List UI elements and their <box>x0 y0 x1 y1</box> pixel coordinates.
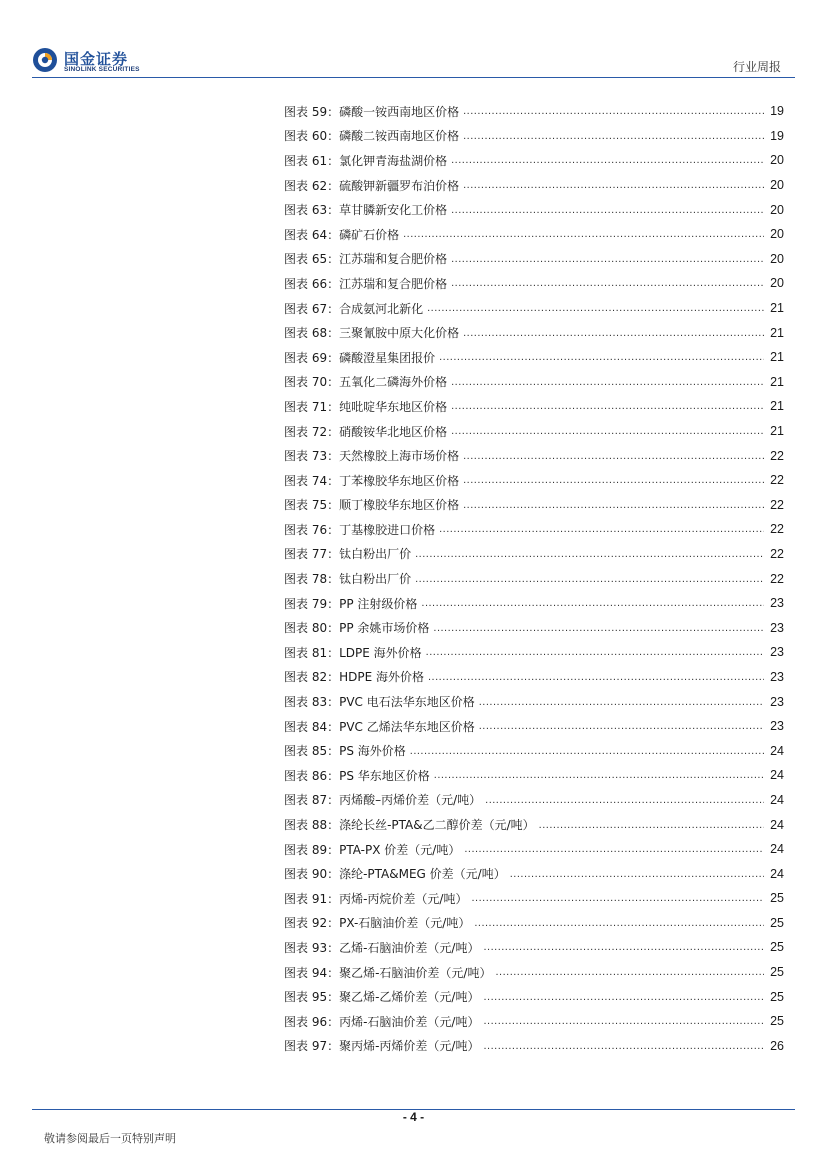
toc-leader-dots <box>421 597 764 609</box>
toc-entry-page: 21 <box>770 350 784 365</box>
toc-entry-page: 20 <box>770 153 784 168</box>
toc-entry-label: 图表 82： <box>284 670 340 685</box>
toc-entry[interactable] <box>284 222 784 247</box>
toc-entry-title: 草甘膦新安化工价格 <box>339 203 448 218</box>
toc-leader-dots <box>434 769 764 781</box>
toc-entry[interactable] <box>284 419 784 444</box>
toc-leader-dots <box>463 179 764 191</box>
toc-leader-dots <box>451 376 764 388</box>
toc-entry-title: 钛白粉出厂价 <box>339 572 412 587</box>
toc-entry-label: 图表 78： <box>284 572 340 587</box>
toc-entry[interactable] <box>284 665 784 690</box>
toc-entry[interactable] <box>284 197 784 222</box>
toc-entry-page: 25 <box>770 1014 784 1029</box>
toc-entry-label: 图表 74： <box>284 473 340 488</box>
toc-entry-title: PTA-PX 价差（元/吨） <box>339 842 461 857</box>
toc-entry[interactable] <box>284 615 784 640</box>
toc-entry-page: 24 <box>770 842 784 857</box>
toc-entry-label: 图表 65： <box>284 252 340 267</box>
toc-entry-label: 图表 67： <box>284 301 340 316</box>
toc-entry-label: 图表 69： <box>284 350 340 365</box>
toc-entry-label: 图表 88： <box>284 818 340 833</box>
toc-entry[interactable] <box>284 148 784 173</box>
toc-entry[interactable] <box>284 345 784 370</box>
toc-entry-page: 24 <box>770 792 784 807</box>
toc-entry[interactable] <box>284 837 784 862</box>
toc-entry-page: 19 <box>770 104 784 119</box>
toc-entry[interactable] <box>284 911 784 936</box>
toc-entry-label: 图表 85： <box>284 744 340 759</box>
toc-entry-page: 22 <box>770 546 784 561</box>
toc-entry[interactable] <box>284 394 784 419</box>
toc-entry-title: 磷酸澄星集团报价 <box>339 350 436 365</box>
toc-entry-title: 丙烯酸–丙烯价差（元/吨） <box>339 793 482 808</box>
toc-leader-dots <box>463 105 764 117</box>
toc-entry-label: 图表 70： <box>284 375 340 390</box>
toc-entry[interactable] <box>284 173 784 198</box>
toc-entry-page: 23 <box>770 694 784 709</box>
toc-entry-label: 图表 94： <box>284 965 340 980</box>
toc-entry-title: 磷矿石价格 <box>339 227 400 242</box>
toc-entry-page: 24 <box>770 768 784 783</box>
toc-entry-title: 磷酸二铵西南地区价格 <box>339 129 460 144</box>
toc-entry[interactable] <box>284 271 784 296</box>
toc-entry-label: 图表 64： <box>284 227 340 242</box>
logo-mark-icon <box>32 47 58 73</box>
toc-entry-label: 图表 63： <box>284 203 340 218</box>
toc-entry-title: 三聚氰胺中原大化价格 <box>339 326 460 341</box>
toc-leader-dots <box>451 204 764 216</box>
toc-entry-title: 顺丁橡胶华东地区价格 <box>339 498 460 513</box>
toc-leader-dots <box>433 622 764 634</box>
toc-entry-page: 22 <box>770 522 784 537</box>
toc-leader-dots <box>463 474 764 486</box>
toc-entry-page: 23 <box>770 669 784 684</box>
toc-leader-dots <box>403 228 764 240</box>
toc-leader-dots <box>451 253 764 265</box>
toc-entry[interactable] <box>284 960 784 985</box>
toc-entry-title: PS 海外价格 <box>339 744 406 759</box>
toc-entry-label: 图表 80： <box>284 621 340 636</box>
toc-leader-dots <box>483 991 764 1003</box>
toc-entry[interactable] <box>284 320 784 345</box>
toc-entry[interactable] <box>284 517 784 542</box>
toc-entry-title: 涤纶-PTA&MEG 价差（元/吨） <box>339 867 506 882</box>
toc-entry-page: 25 <box>770 965 784 980</box>
toc-leader-dots <box>463 499 764 511</box>
toc-entry-title: 天然橡胶上海市场价格 <box>339 449 460 464</box>
toc-entry-label: 图表 66： <box>284 276 340 291</box>
toc-entry-label: 图表 60： <box>284 129 340 144</box>
toc-leader-dots <box>439 351 764 363</box>
toc-entry-label: 图表 96： <box>284 1014 340 1029</box>
report-type: 行业周报 <box>732 60 781 74</box>
toc-entry-page: 20 <box>770 202 784 217</box>
toc-entry[interactable] <box>284 714 784 739</box>
toc-entry[interactable] <box>284 689 784 714</box>
toc-entry-label: 图表 59： <box>284 104 340 119</box>
toc-entry[interactable] <box>284 370 784 395</box>
toc-leader-dots <box>495 966 764 978</box>
toc-entry-page: 24 <box>770 866 784 881</box>
toc-entry[interactable] <box>284 788 784 813</box>
toc-entry-label: 图表 71： <box>284 399 340 414</box>
toc-leader-dots <box>415 573 764 585</box>
footer-disclaimer: 敬请参阅最后一页特别声明 <box>44 1132 176 1145</box>
toc-entry-title: HDPE 海外价格 <box>339 670 424 685</box>
toc-entry[interactable] <box>284 1009 784 1034</box>
company-logo <box>32 47 162 77</box>
toc-entry-title: PVC 电石法华东地区价格 <box>339 695 475 710</box>
toc-entry-page: 26 <box>770 1038 784 1053</box>
toc-entry-label: 图表 95： <box>284 990 340 1005</box>
toc-entry-title: 钛白粉出厂价 <box>339 547 412 562</box>
toc-leader-dots <box>428 671 764 683</box>
toc-entry-page: 23 <box>770 719 784 734</box>
toc-entry[interactable] <box>284 542 784 567</box>
toc-leader-dots <box>539 819 764 831</box>
toc-entry-title: 丁基橡胶进口价格 <box>339 522 436 537</box>
toc-entry-page: 24 <box>770 743 784 758</box>
toc-entry-title: LDPE 海外价格 <box>339 645 422 660</box>
toc-leader-dots <box>510 868 764 880</box>
toc-entry-title: PVC 乙烯法华东地区价格 <box>339 719 475 734</box>
toc-leader-dots <box>463 450 764 462</box>
toc-entry-title: 聚丙烯-丙烯价差（元/吨） <box>339 1039 480 1054</box>
toc-entry-label: 图表 97： <box>284 1039 340 1054</box>
toc-entry-label: 图表 77： <box>284 547 340 562</box>
toc-entry-title: 聚乙烯-石脑油价差（元/吨） <box>339 965 492 980</box>
toc-entry-title: 合成氨河北新化 <box>339 301 424 316</box>
toc-entry[interactable] <box>284 124 784 149</box>
toc-entry-title: 硫酸钾新疆罗布泊价格 <box>339 178 460 193</box>
toc-entry-page: 22 <box>770 473 784 488</box>
toc-leader-dots <box>426 646 764 658</box>
toc-entry-title: 氯化钾青海盐湖价格 <box>339 153 448 168</box>
toc-entry-page: 21 <box>770 301 784 316</box>
toc-entry-page: 20 <box>770 251 784 266</box>
toc-entry-label: 图表 62： <box>284 178 340 193</box>
header-divider <box>32 77 795 78</box>
toc-entry-page: 22 <box>770 571 784 586</box>
toc-entry-label: 图表 61： <box>284 153 340 168</box>
toc-entry-page: 20 <box>770 276 784 291</box>
toc-entry-page: 21 <box>770 325 784 340</box>
toc-entry-title: 五氧化二磷海外价格 <box>339 375 448 390</box>
toc-entry[interactable] <box>284 886 784 911</box>
toc-entry-page: 20 <box>770 227 784 242</box>
toc-leader-dots <box>415 548 764 560</box>
toc-leader-dots <box>451 277 764 289</box>
toc-entry[interactable] <box>284 861 784 886</box>
toc-entry-label: 图表 81： <box>284 645 340 660</box>
toc-entry-label: 图表 72： <box>284 424 340 439</box>
toc-leader-dots <box>479 696 764 708</box>
toc-entry-page: 20 <box>770 178 784 193</box>
toc-entry-title: 纯吡啶华东地区价格 <box>339 399 448 414</box>
toc-leader-dots <box>474 917 764 929</box>
toc-entry[interactable] <box>284 812 784 837</box>
toc-entry-page: 21 <box>770 374 784 389</box>
toc-entry-label: 图表 83： <box>284 695 340 710</box>
toc-leader-dots <box>483 941 764 953</box>
toc-entry-title: PP 余姚市场价格 <box>339 621 430 636</box>
toc-entry[interactable] <box>284 738 784 763</box>
toc-entry-label: 图表 87： <box>284 793 340 808</box>
toc-entry[interactable] <box>284 468 784 493</box>
toc-entry-page: 21 <box>770 399 784 414</box>
toc-entry-title: 涤纶长丝-PTA&乙二醇价差（元/吨） <box>339 818 535 833</box>
toc-entry-title: 乙烯-石脑油价差（元/吨） <box>339 940 480 955</box>
toc-entry-label: 图表 79： <box>284 596 340 611</box>
toc-entry-page: 21 <box>770 424 784 439</box>
toc-entry-label: 图表 89： <box>284 842 340 857</box>
toc-entry-page: 25 <box>770 915 784 930</box>
toc-entry-label: 图表 93： <box>284 940 340 955</box>
page-number: - 4 - <box>402 1110 425 1124</box>
toc-entry-label: 图表 91： <box>284 891 340 906</box>
toc-entry[interactable] <box>284 591 784 616</box>
toc-entry-page: 23 <box>770 596 784 611</box>
toc-entry-page: 19 <box>770 128 784 143</box>
toc-entry-page: 23 <box>770 620 784 635</box>
toc-leader-dots <box>451 425 764 437</box>
toc-entry-title: 丙烯-丙烷价差（元/吨） <box>339 891 468 906</box>
toc-leader-dots <box>479 720 764 732</box>
toc-entry[interactable] <box>284 247 784 272</box>
toc-entry-label: 图表 86： <box>284 768 340 783</box>
toc-entry-page: 22 <box>770 497 784 512</box>
toc-entry[interactable] <box>284 493 784 518</box>
toc-leader-dots <box>410 745 764 757</box>
toc-entry-label: 图表 90： <box>284 867 340 882</box>
toc-leader-dots <box>439 523 764 535</box>
toc-entry-label: 图表 92： <box>284 916 340 931</box>
toc-entry[interactable] <box>284 296 784 321</box>
toc-entry[interactable] <box>284 1034 784 1059</box>
toc-entry-page: 23 <box>770 645 784 660</box>
toc-leader-dots <box>427 302 764 314</box>
toc-leader-dots <box>483 1040 764 1052</box>
toc-entry-title: 磷酸一铵西南地区价格 <box>339 104 460 119</box>
toc-entry[interactable] <box>284 99 784 124</box>
toc-entry-label: 图表 84： <box>284 719 340 734</box>
toc-leader-dots <box>463 327 764 339</box>
toc-leader-dots <box>464 843 764 855</box>
toc-entry-page: 25 <box>770 989 784 1004</box>
toc-entry-page: 25 <box>770 891 784 906</box>
toc-entry[interactable] <box>284 640 784 665</box>
toc-entry-title: PP 注射级价格 <box>339 596 418 611</box>
toc-entry[interactable] <box>284 984 784 1009</box>
toc-entry[interactable] <box>284 566 784 591</box>
toc-entry-label: 图表 75： <box>284 498 340 513</box>
toc-entry-title: 丁苯橡胶华东地区价格 <box>339 473 460 488</box>
toc-entry[interactable] <box>284 763 784 788</box>
logo-chinese-name: 国金证券 <box>64 50 129 68</box>
toc-entry-label: 图表 73： <box>284 449 340 464</box>
toc-leader-dots <box>471 892 764 904</box>
toc-entry[interactable] <box>284 443 784 468</box>
toc-leader-dots <box>483 1015 764 1027</box>
page-header <box>0 0 827 80</box>
toc-entry-page: 22 <box>770 448 784 463</box>
toc-entry-page: 25 <box>770 940 784 955</box>
toc-entry-title: PS 华东地区价格 <box>339 768 430 783</box>
table-of-figures <box>284 99 784 1058</box>
toc-entry-page: 24 <box>770 817 784 832</box>
toc-leader-dots <box>451 154 764 166</box>
toc-entry-title: 丙烯-石脑油价差（元/吨） <box>339 1014 480 1029</box>
toc-leader-dots <box>463 130 764 142</box>
toc-entry-title: PX-石脑油价差（元/吨） <box>339 916 471 931</box>
toc-entry-title: 聚乙烯-乙烯价差（元/吨） <box>339 990 480 1005</box>
toc-entry-title: 江苏瑞和复合肥价格 <box>339 276 448 291</box>
toc-leader-dots <box>451 400 764 412</box>
toc-leader-dots <box>485 794 764 806</box>
logo-english-name: SINOLINK SECURITIES <box>64 66 140 73</box>
toc-entry-label: 图表 76： <box>284 522 340 537</box>
toc-entry-title: 江苏瑞和复合肥价格 <box>339 252 448 267</box>
toc-entry-title: 硝酸铵华北地区价格 <box>339 424 448 439</box>
toc-entry[interactable] <box>284 935 784 960</box>
toc-entry-label: 图表 68： <box>284 326 340 341</box>
